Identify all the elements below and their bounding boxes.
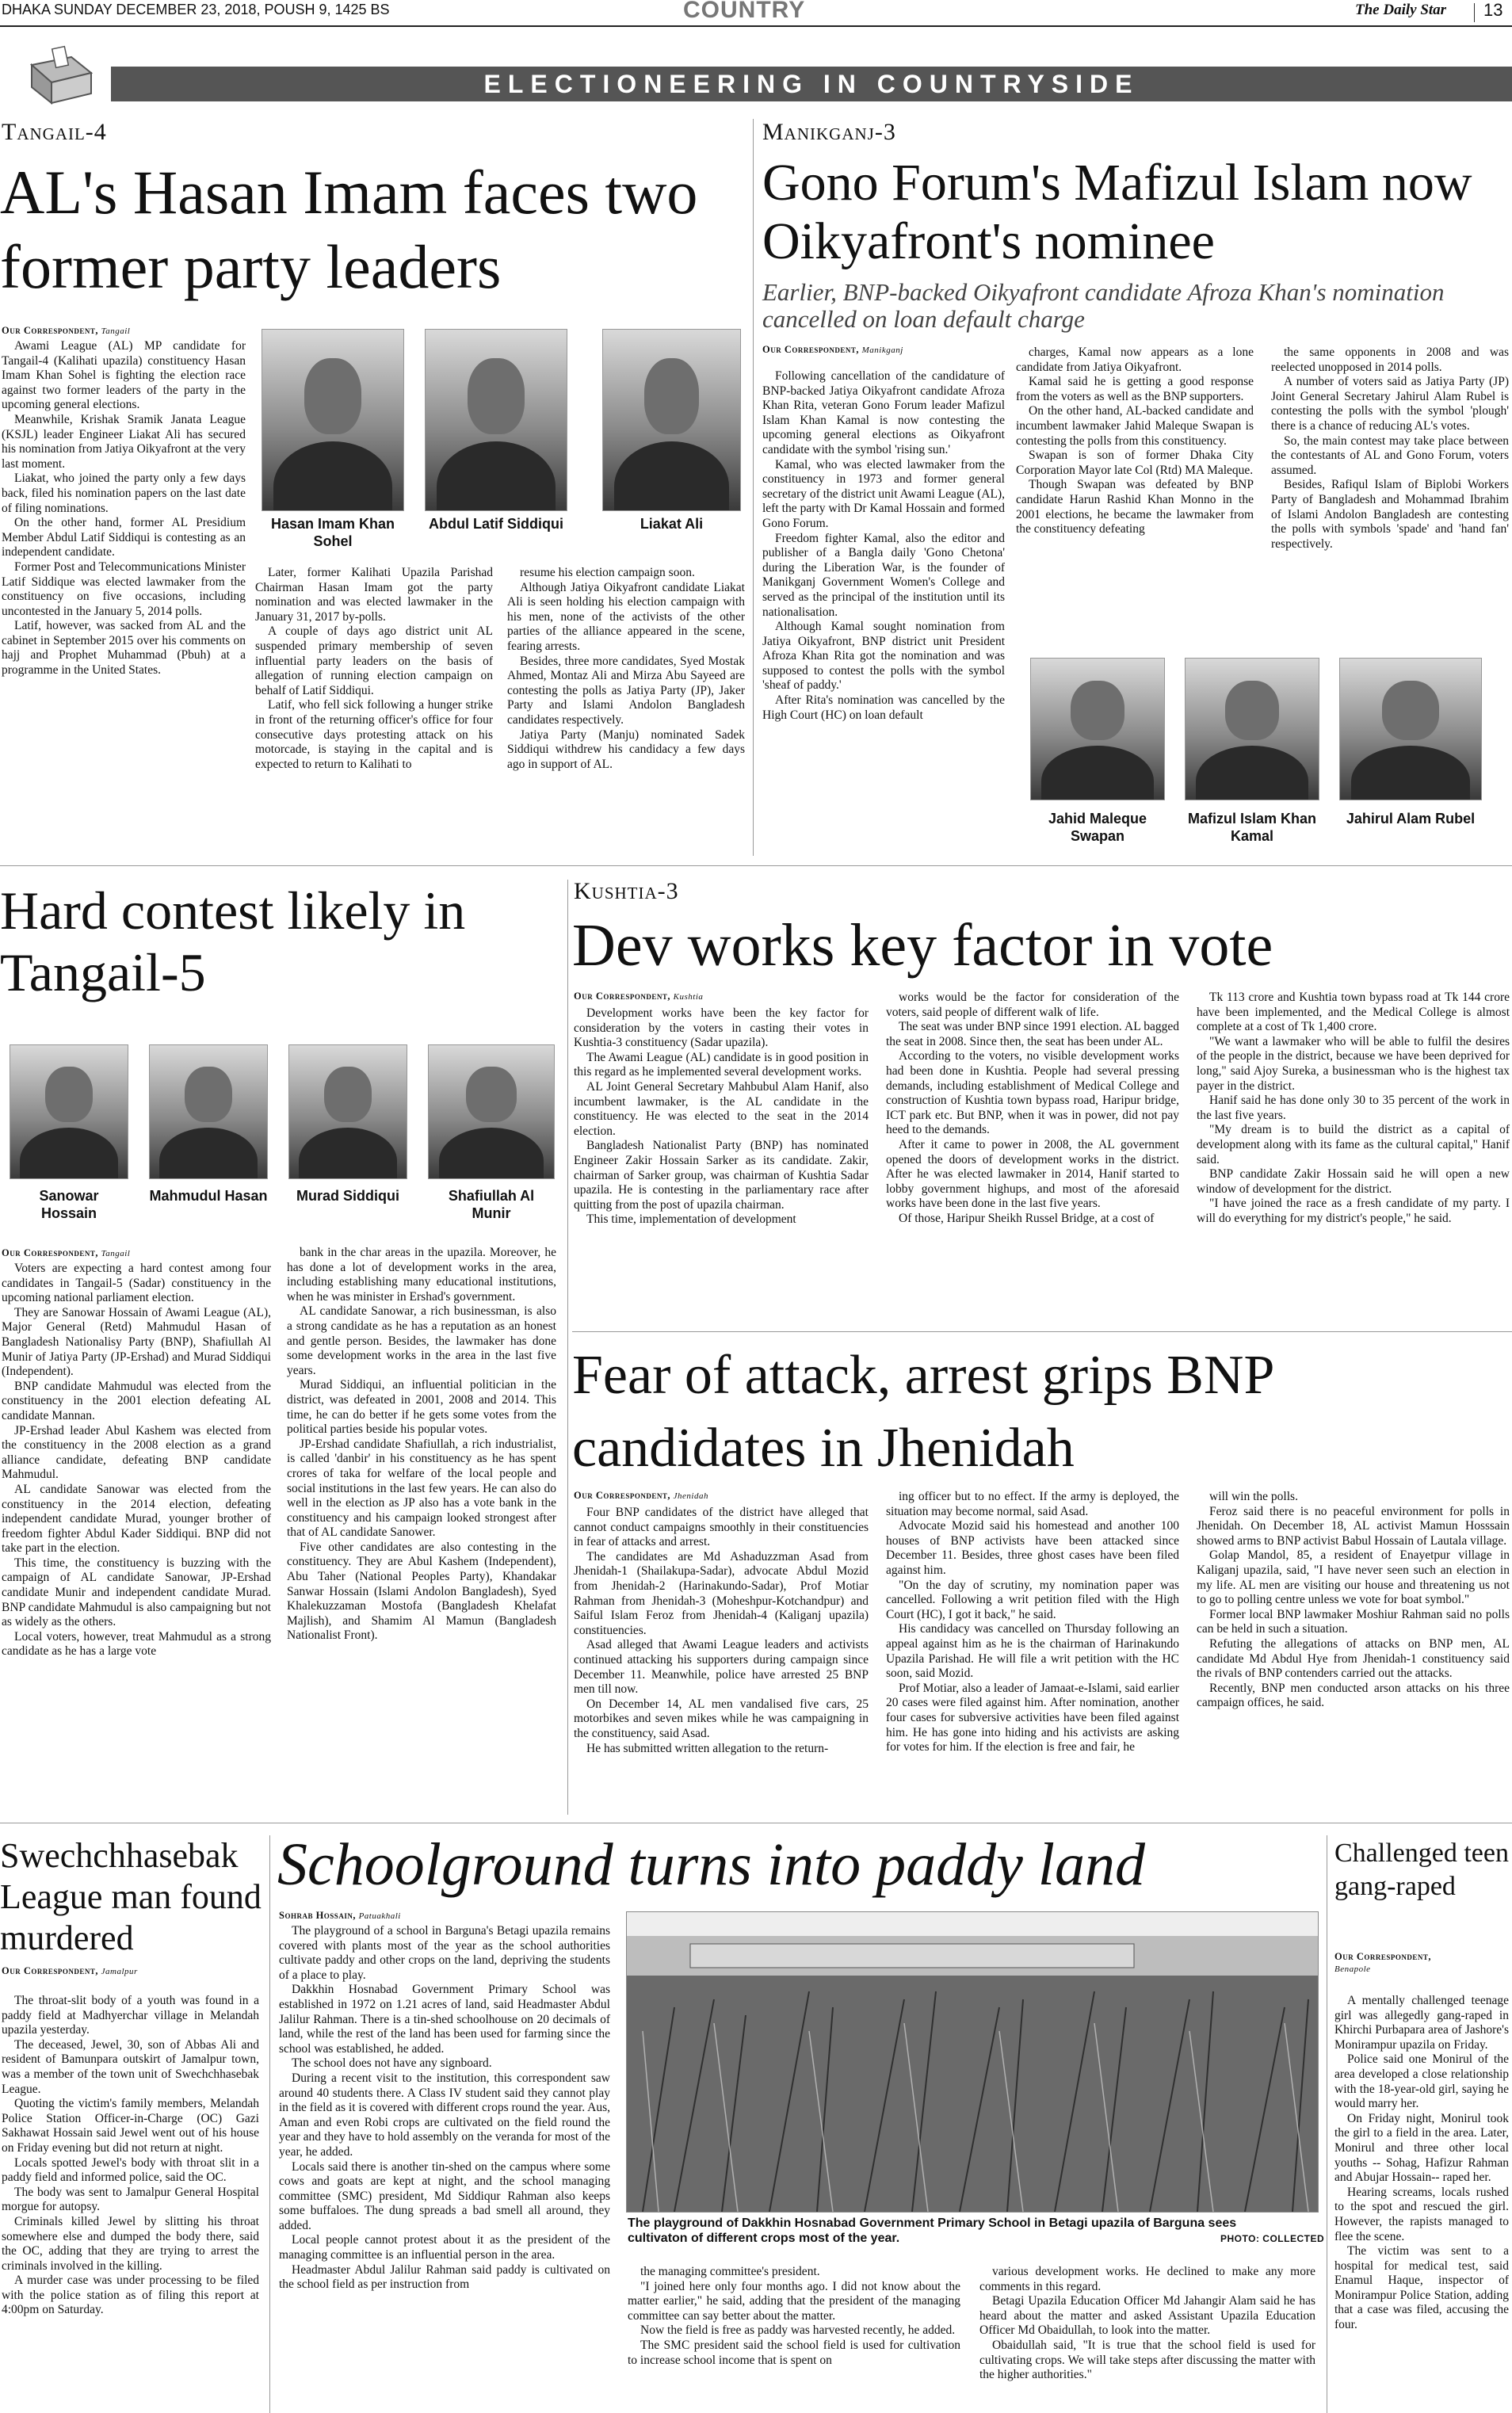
paragraph: charges, Kamal now appears as a lone candidate from Jatiya Oikyafront. xyxy=(1016,346,1254,374)
paragraph: Criminals killed Jewel by slitting his throat somewhere else and dumped the body there, said the OC, adding that they are trying to arrest the criminals involved in the killing. xyxy=(2,2214,259,2273)
paragraph: "I have joined the race as a fresh candidate of my party. I will do everything for my district's people," he said. xyxy=(1197,1197,1510,1225)
story4-headline: Dev works key factor in vote xyxy=(572,912,1273,979)
paragraph: "I joined here only four months ago. I did not know about the matter earlier," he said, adding that the president of the managing committee can say better about the matter. xyxy=(628,2279,960,2323)
paragraph: Advocate Mozid said his homestead and another 100 houses of BNP activists have been attacked since December 11. Besides, three ghost cases have been filed against him. xyxy=(886,1519,1179,1577)
section-rule-2 xyxy=(572,1331,1512,1332)
paragraph: Dakkhin Hosnabad Government Primary School was established in 1972 on 1.21 acres of land, said Headmaster Abdul Jalilur Rahman. There is a tin-shed schoolhouse on 20 decimals of land, while the rest of the land has been used for farming since the school was established, he added. xyxy=(279,1983,610,2056)
story5-col1 xyxy=(574,1506,869,1756)
story3-headline: Hard contest likely in Tangail-5 xyxy=(0,880,466,1002)
paragraph: AL Joint General Secretary Mahbubul Alam Hanif, also incumbent lawmaker, is the AL candidate in the constituency. He was elected to the seat in the 2014 election. xyxy=(574,1079,869,1138)
paragraph: On the other hand, former AL Presidium Member Abdul Latif Siddiqui is contesting as an independent candidate. xyxy=(2,516,246,559)
story3-photo-3 xyxy=(288,1044,407,1179)
paragraph: The Awami League (AL) candidate is in good position in this regard as he implemented several development works. xyxy=(574,1050,869,1079)
paragraph: The seat was under BNP since 1991 election. AL bagged the seat in 2008. Since then, the seat has been under AL. xyxy=(886,1020,1179,1048)
column-rule-1 xyxy=(753,119,754,856)
story3-photo-1 xyxy=(10,1044,128,1179)
column-rule-3 xyxy=(269,1835,270,2413)
paragraph: various development works. He declined to make any more comments in this regard. xyxy=(979,2265,1315,2293)
paragraph: BNP candidate Mahmudul was elected from the constituency in the 2001 election defeating AL candidate Mannan. xyxy=(2,1379,271,1422)
paragraph: Five other candidates are also contesting in the constituency. They are Abul Kashem (Independent), Abu Taher (National Peoples Party), Khandakar Sanwar Hossain (Islami Andolon Bangladesh), Syed Khalekuzzaman Mostofa (Bangladesh Khelafat Majlish), and Shamim Al Mamun (Bangladesh Nationalist Front). xyxy=(287,1540,556,1643)
paragraph: Although Jatiya Oikyafront candidate Liakat Ali is seen holding his election campaign with his men, none of the activists of the other parties of the alliance appeared in the scene, fearing arrests. xyxy=(507,580,745,653)
paragraph: Former local BNP lawmaker Moshiur Rahman said no polls can be held in such a situation. xyxy=(1197,1607,1510,1636)
paragraph: AL candidate Sanowar, a rich businessman, is also a strong candidate as he has a reputation as an honest and gentle person. Besides, the lawmaker has done some development works in the area in the last five years. xyxy=(287,1304,556,1377)
paragraph: On Friday night, Monirul took the girl to a field in the area. Later, Monirul and three other local youths -- Sohag, Hafizur Rahman and Abujar Hossain-- raped her. xyxy=(1334,2111,1509,2185)
paragraph: Liakat, who joined the party only a few days back, filed his nomination papers on the last date of filing nominations. xyxy=(2,472,246,515)
paragraph: Golap Mandol, 85, a resident of Enayetpur village in Kaliganj upazila, said, "I have never seen such an election in my life. AL men are visiting our house and threatening us not to go to polling centre unless we vote for boat symbol." xyxy=(1197,1548,1510,1607)
story2-byline: Our Correspondent, Manikganj xyxy=(762,344,903,355)
paragraph: JP-Ershad candidate Shafiullah, a rich industrialist, is called 'danbir' in his constituency as he has spent crores of taka for welfare of the local people and social institutions in the last few years. He can also do well in the election as JP also has a vote bank in the constituency and his campaign looked strongest after that of AL candidate Sanower. xyxy=(287,1437,556,1540)
story2-col1 xyxy=(762,369,1005,723)
story7-col2 xyxy=(628,2265,960,2368)
paragraph: Swapan is son of former Dhaka City Corporation Mayor late Col (Rtd) MA Maleque. xyxy=(1016,449,1254,477)
paragraph: Later, former Kalihati Upazila Parishad Chairman Hasan Imam got the party nomination and was elected lawmaker in the January 31, 2017 by-polls. xyxy=(255,566,493,624)
paragraph: The SMC president said the school field is used for cultivation to increase school income that is spent on xyxy=(628,2338,960,2367)
story1-caption-1: Hasan Imam Khan Sohel xyxy=(270,516,395,549)
story2-caption-1: Jahid Maleque Swapan xyxy=(1048,811,1147,844)
paragraph: Freedom fighter Kamal, also the editor and publisher of a Bangla daily 'Gono Chetona' during the Liberation War, is the founder of Manikganj Government Women's College and served as the principal of the institution until its nationalisation. xyxy=(762,531,1005,619)
paragraph: They are Sanowar Hossain of Awami League (AL), Major General (Retd) Mahmudul Hasan of Bangladesh Nationalisy Party (BNP), Shafiullah Al Munir of Jatiya Party (JP-Ershad) and Murad Siddiqui (Independent). xyxy=(2,1305,271,1379)
story8-col1 xyxy=(1334,1994,1509,2333)
story3-col2 xyxy=(287,1246,556,1644)
story4-col2 xyxy=(886,991,1179,1227)
story7-col3 xyxy=(979,2265,1315,2383)
story4-byline: Our Correspondent, Kushtia xyxy=(574,991,704,1002)
paragraph: His candidacy was cancelled on Thursday following an appeal against him as he is the chairman of Harinakundo Upazila Parishad. He will file a writ petition with the HC soon, said Mozid. xyxy=(886,1622,1179,1681)
paragraph: Tk 113 crore and Kushtia town bypass road at Tk 144 crore have been implemented, and the Medical College is almost complete at a cost of Tk 1,400 crore. xyxy=(1197,991,1510,1034)
paragraph: On the other hand, AL-backed candidate and incumbent lawmaker Jahid Maleque Swapan is contesting the polls from this constituency. xyxy=(1016,404,1254,448)
paragraph: Headmaster Abdul Jalilur Rahman said paddy is cultivated on the school field as per instruction from xyxy=(279,2262,610,2292)
paragraph: The victim was sent to a hospital for medical test, said Enamul Haque, inspector of Monirampur Police Station, adding that a case was filed, accusing the four. xyxy=(1334,2244,1509,2332)
paragraph: A murder case was under processing to be filed with the police station as of filing this report at 4:00pm on Saturday. xyxy=(2,2274,259,2317)
story7-col1 xyxy=(279,1924,610,2293)
paragraph: During a recent visit to the institution, this correspondent saw around 40 students there. A Class IV student said they cannot play in the field as it is covered with different crops round the year. Aus, Aman and even Robi crops are cultivated on the field round the year and they have to hold assembly on the veranda for most of the year, he added. xyxy=(279,2071,610,2159)
paper-logo: The Daily Star xyxy=(1355,2,1447,18)
story4-col1 xyxy=(574,1006,869,1227)
paragraph: Asad alleged that Awami League leaders and activists continued attacking his supporters during campaign since December 11. Meanwhile, police have arrested 25 BNP men till now. xyxy=(574,1638,869,1697)
paragraph: This time, implementation of development xyxy=(586,1212,796,1227)
paragraph: According to the voters, no visible development works had been done in Kushtia. People had several pressing demands, including establishment of Medical College and construction of Kushtia town bypass road, Haripur bridge, ICT park etc. But BNP, when it was in power, did not pay heed to the demands. xyxy=(886,1049,1179,1137)
paragraph: ing officer but to no effect. If the army is deployed, the situation may become normal, said Asad. xyxy=(886,1490,1179,1518)
story6-byline: Our Correspondent, Jamalpur xyxy=(2,1965,138,1976)
paragraph: After it came to power in 2008, the AL government opened the doors of development works in the district. After he was elected lawmaker in 2014, Hanif started to lobby government highups, and most of the aforesaid works have been done in the last five years. xyxy=(886,1137,1179,1211)
story3-byline: Our Correspondent, Tangail xyxy=(2,1247,131,1258)
story7-headline: Schoolground turns into paddy land xyxy=(277,1831,1145,1898)
story7-byline: Sohrab Hossain, Patuakhali xyxy=(279,1910,401,1921)
story5-headline: Fear of attack, arrest grips BNP candidates in Jhenidah xyxy=(572,1345,1273,1479)
story2-kicker: Manikganj-3 xyxy=(762,119,896,145)
story2-photo-1 xyxy=(1030,658,1165,800)
paragraph: Hearing screams, locals rushed to the spot and rescued the girl. However, the rapists managed to flee the scene. xyxy=(1334,2185,1509,2243)
story1-col1 xyxy=(2,339,246,678)
paragraph: Kamal, who was elected lawmaker from the constituency in 1973 and former general secretary of the district unit Awami League (AL), left the party with Dr Kamal Hossain and formed Gono Forum. xyxy=(762,457,1005,530)
paragraph: works would be the factor for consideration of the voters, said people of different walk of life. xyxy=(886,991,1179,1019)
paragraph: Awami League (AL) MP candidate for Tangail-4 (Kalihati upazila) constituency Hasan Imam Khan Sohel is fighting the election race against two former leaders of the party in the upcoming general elections. xyxy=(2,339,246,412)
paragraph: So, the main contest may take place between the contestants of AL and Gono Forum, voters assumed. xyxy=(1271,433,1509,477)
story1-byline: Our Correspondent, Tangail xyxy=(2,325,131,336)
paragraph: Locals said there is another tin-shed on the campus where some cows and goats are kept at night, and the school managing committee (SMC) president, Md Siddiqur Rahman also keeps some buffaloes. The dung spreads a bad smell all around, they added. xyxy=(279,2159,610,2232)
paragraph: Police said one Monirul of the area developed a close relationship with the 18-year-old girl, saying he would marry her. xyxy=(1334,2052,1509,2111)
dateline: DHAKA SUNDAY DECEMBER 23, 2018, POUSH 9, 1425 BS xyxy=(2,2,390,17)
paragraph: A couple of days ago district unit AL suspended primary membership of seven influential party leaders on the basis of allegation of running election campaign on behalf of Latif Siddiqui. xyxy=(255,624,493,697)
story6-col1 xyxy=(2,1994,259,2318)
paragraph: Although Kamal sought nomination from Jatiya Oikyafront, BNP district unit President Afroza Khan Rita got the nomination and was supposed to contest the polls with the symbol 'sheaf of paddy.' xyxy=(762,620,1005,693)
paragraph: Betagi Upazila Education Officer Md Jahangir Alam said he has heard about the matter and asked Assistant Upazila Education Officer Md Obaidullah, to look into the matter. xyxy=(979,2294,1315,2338)
paragraph: will win the polls. xyxy=(1209,1490,1298,1503)
paragraph: The throat-slit body of a youth was found in a paddy field at Madhyerchar village in Melandah upazila yesterday. xyxy=(2,1994,259,2037)
story7-photo-credit: PHOTO: COLLECTED xyxy=(1220,2233,1325,2244)
story3-caption-3: Murad Siddiqui xyxy=(296,1188,399,1204)
paragraph: Kamal said he is getting a good response from the voters as well as the BNP supporters. xyxy=(1016,375,1254,403)
paragraph: Of those, Haripur Sheikh Russel Bridge, at a cost of xyxy=(899,1211,1155,1225)
section-rule-1 xyxy=(0,865,1512,866)
paragraph: He has submitted written allegation to the return- xyxy=(586,1741,829,1755)
paragraph: The candidates are Md Ashaduzzman Asad from Jhenidah-1 (Shailakupa-Sadar), advocate Abdul Mozid from Jhenidah-2 (Harinakundo-Sadar), Prof Motiar Rahman from Jhenidah-3 (Moheshpur-Kotchandpur) and Saiful Islam Feroz from Jhenidah-4 (Kaliganj upazila) constituencies. xyxy=(574,1549,869,1637)
paragraph: Former Post and Telecommunications Minister Latif Siddique was elected lawmaker from the constituency on five occasions, including uncontested in the January 5, 2014 polls. xyxy=(2,559,246,618)
paragraph: On December 14, AL men vandalised five cars, 25 motorbikes and seven mikes while he was campaigning in the constituency, said Asad. xyxy=(574,1697,869,1740)
page-number: 13 xyxy=(1483,0,1503,20)
story8-headline: Challenged teen gang-raped xyxy=(1334,1838,1509,1901)
paragraph: Feroz said there is no peaceful environment for polls in Jhenidah. On December 18, AL activist Mamun Hosssain showed arms to BNP activist Babul Hossain of Lautala village. xyxy=(1197,1504,1510,1548)
story2-col2 xyxy=(1016,346,1254,537)
paragraph: bank in the char areas in the upazila. Moreover, he has done a lot of development works in the area, including establishing many educational institutions, when he was minister in Ershad's government. xyxy=(287,1246,556,1304)
paragraph: After Rita's nomination was cancelled by the High Court (HC) on loan default xyxy=(762,693,1005,722)
paragraph: Local voters, however, treat Mahmudul as a strong candidate as he has a large vote xyxy=(2,1629,271,1659)
story5-byline: Our Correspondent, Jhenidah xyxy=(574,1490,708,1501)
paragraph: Obaidullah said, "It is true that the school field is used for cultivating crops. We will take steps after discussing the matter with the higher authorities." xyxy=(979,2338,1315,2382)
story3-caption-2: Mahmudul Hasan xyxy=(149,1188,268,1204)
story2-subhead: Earlier, BNP-backed Oikyafront candidate Afroza Khan's nomination cancelled on loan default charge xyxy=(762,278,1445,333)
paragraph: Now the field is free as paddy was harvested recently, he added. xyxy=(640,2323,956,2338)
story3-col1 xyxy=(2,1262,271,1659)
story2-col3 xyxy=(1271,346,1509,552)
paragraph: Local people cannot protest about it as the president of the managing committee is an influential person in the area. xyxy=(279,2233,610,2262)
story1-kicker: Tangail-4 xyxy=(2,119,107,145)
story2-caption-2: Mafizul Islam Khan Kamal xyxy=(1187,811,1317,844)
story3-caption-1: Sanowar Hossain xyxy=(39,1188,99,1221)
paragraph: Following cancellation of the candidature of BNP-backed Jatiya Oikyafront candidate Afroza Khan Rita, veteran Gono Forum leader Mafizul Islam Khan Kamal is now contesting the upcoming general elections as Oikyafront candidate with the symbol 'rising sun.' xyxy=(762,369,1005,456)
paragraph: "We want a lawmaker who will be able to fulfil the desires of the people in the district, because we have been deprived for long," said Ajoy Sureka, a businessman who is the highest tax payer in the district. xyxy=(1197,1034,1510,1093)
paragraph: Jatiya Party (Manju) nominated Sadek Siddiqui withdrew his candidacy a few days ago in support of AL. xyxy=(507,727,745,771)
paragraph: Quoting the victim's family members, Melandah Police Station Officer-in-Charge (OC) Gazi Sakhawat Hossain said Jewel went out of his house on Friday evening but did not return at night. xyxy=(2,2097,259,2155)
paragraph: Prof Motiar, also a leader of Jamaat-e-Islami, said earlier 20 cases were filed against him. After nomination, another four cases for subversive activities have been filed against him. He has gone into hiding and his activists are asking for votes for him. If the election is free and fair, he xyxy=(886,1681,1179,1754)
paragraph: The playground of a school in Barguna's Betagi upazila remains covered with plants most of the year as the school authorities cultivate paddy and other crops on the land, depriving the students of a place to play. xyxy=(279,1924,610,1982)
story1-photo-1 xyxy=(262,329,404,511)
story3-caption-4: Shafiullah Al Munir xyxy=(448,1188,535,1221)
masthead-rule xyxy=(0,25,1512,27)
paragraph: The school does not have any signboard. xyxy=(292,2056,492,2071)
paragraph: Hanif said he has done only 30 to 35 percent of the work in the last five years. xyxy=(1197,1094,1510,1122)
paragraph: Development works have been the key factor for consideration by the voters in casting their votes in Kushtia-3 constituency (Sadar upazila). xyxy=(574,1006,869,1050)
paragraph: the same opponents in 2008 and was reelected unopposed in 2014 polls. xyxy=(1271,346,1509,374)
paragraph: The body was sent to Jamalpur General Hospital morgue for autopsy. xyxy=(2,2185,259,2214)
story8-byline: Our Correspondent, Benapole xyxy=(1334,1951,1432,1974)
paragraph: Latif, however, was sacked from AL and the cabinet in September 2015 over his comments on hajj and Prophet Muhammad (Pbuh) at a programme in the United States. xyxy=(2,619,246,678)
story1-caption-2: Abdul Latif Siddiqui xyxy=(429,516,563,532)
story4-kicker: Kushtia-3 xyxy=(574,878,679,904)
story1-col3 xyxy=(507,566,745,772)
story2-photo-3 xyxy=(1339,658,1482,800)
story5-col2 xyxy=(886,1490,1179,1755)
paragraph: Four BNP candidates of the district have alleged that cannot conduct campaigns smoothly in their constituencies in fear of attacks and arrest. xyxy=(574,1506,869,1549)
paragraph: Murad Siddiqui, an influential politician in the district, was defeated in 2001, 2008 and 2014. This time, he can do better if he gets some votes from the political parties beside his popular votes. xyxy=(287,1378,556,1437)
story3-photo-2 xyxy=(149,1044,268,1179)
paragraph: A mentally challenged teenage girl was allegedly gang-raped in Khirchi Purbapara area of Jashore's Monirampur upazila on Friday. xyxy=(1334,1994,1509,2052)
paragraph: JP-Ershad leader Abul Kashem was elected from the constituency in the 2008 election as a grand alliance candidate, defeating BNP candidate Mahmudul. xyxy=(2,1423,271,1482)
story1-headline: AL's Hasan Imam faces two former party leaders xyxy=(0,158,698,301)
story5-col3 xyxy=(1197,1490,1510,1711)
masthead-divider xyxy=(1474,3,1475,22)
section-banner: ELECTIONEERING IN COUNTRYSIDE xyxy=(111,67,1512,101)
paragraph: A number of voters said as Jatiya Party (JP) Joint General Secretary Jahirul Alam Rubel is contesting the polls with the symbol 'plough' there is a chance of reducing AL's votes. xyxy=(1271,375,1509,433)
story1-caption-3: Liakat Ali xyxy=(640,516,704,532)
paragraph: Besides, Rafiqul Islam of Biplobi Workers Party of Bangladesh and Mohammad Ibrahim of Islami Andolon Bangladesh are contesting the polls with symbols 'spade' and 'hand fan' respectively. xyxy=(1271,478,1509,551)
story2-caption-3: Jahirul Alam Rubel xyxy=(1346,811,1476,827)
story2-photo-2 xyxy=(1185,658,1319,800)
story7-photo xyxy=(626,1911,1319,2213)
story1-photo-2 xyxy=(425,329,567,511)
paragraph: Recently, BNP men conducted arson attacks on his three campaign offices, he said. xyxy=(1197,1681,1510,1710)
paragraph: BNP candidate Zakir Hossain said he will open a new window of development for the district. xyxy=(1197,1167,1510,1196)
column-rule-2 xyxy=(567,880,568,1815)
story7-photo-caption: The playground of Dakkhin Hosnabad Government Primary School in Betagi upazila of Barguna sees cultivaton of different crops most of the year. xyxy=(628,2216,1237,2245)
paragraph: Though Swapan was defeated by BNP candidate Harun Rashid Khan Monno in the 2001 elections, he became the lawmaker from the constituency defeating xyxy=(1016,478,1254,536)
paragraph: Refuting the allegations of attacks on BNP men, AL candidate Md Abdul Hye from Jhenidah-1 constituency said the rivals of BNP contenders carried out the attacks. xyxy=(1197,1636,1510,1681)
paragraph: Meanwhile, Krishak Sramik Janata League (KSJL) leader Engineer Liakat Ali has secured his nomination from Jatiya Oikyafront at the very last moment. xyxy=(2,412,246,471)
paragraph: Latif, who fell sick following a hunger strike in front of the returning officer's office for four consecutive days protesting attack on his motorcade, is staying in the capital and is expected to return to Kalihati to xyxy=(255,698,493,771)
story1-photo-3 xyxy=(602,329,741,511)
story6-headline: Swechchhasebak League man found murdered xyxy=(0,1836,262,1957)
paragraph: This time, the constituency is buzzing with the campaign of AL candidate Sanowar, JP-Ershad candidate Munir and independent candidate Murad. BNP candidate Mahmudul is also campaigning but not as widely as the others. xyxy=(2,1556,271,1629)
paragraph: Bangladesh Nationalist Party (BNP) has nominated Engineer Zakir Hossain Sarker as its candidate. Zakir, chairman of Sarker group, was chairman of Kushtia Sadar upazila. He is contesting in the parliamentary race after quitting from the post of upazila chairman. xyxy=(574,1139,869,1212)
paragraph: resume his election campaign soon. xyxy=(520,566,695,579)
paragraph: "My dream is to build the district as a capital of development along with its fame as the cultural capital," Hanif said. xyxy=(1197,1123,1510,1166)
story1-col2 xyxy=(255,566,493,772)
paragraph: Locals spotted Jewel's body with throat slit in a paddy field and informed police, said the OC. xyxy=(2,2155,259,2185)
paragraph: the managing committee's president. xyxy=(640,2265,820,2278)
paragraph: Voters are expecting a hard contest among four candidates in Tangail-5 (Sadar) constituency in the upcoming national parliament election. xyxy=(2,1262,271,1305)
section-name: COUNTRY xyxy=(683,0,806,23)
paragraph: The deceased, Jewel, 30, son of Abbas Ali and resident of Bamunpara outskirt of Jamalpur town, was a member of the town unit of Swechchhasebak League. xyxy=(2,2037,259,2096)
story3-photo-4 xyxy=(428,1044,555,1179)
ballot-box-icon xyxy=(24,41,95,105)
story4-col3 xyxy=(1197,991,1510,1227)
paragraph: Besides, three more candidates, Syed Mostak Ahmed, Montaz Ali and Mirza Abu Sayeed are contesting the polls as Jatiya Party (JP), Jaker Party and Islami Andolon Bangladesh candidates respectively. xyxy=(507,654,745,727)
paragraph: "On the day of scrutiny, my nomination paper was cancelled. Following a writ petition filed with the High Court (HC), I got it back," he said. xyxy=(886,1578,1179,1621)
paragraph: AL candidate Sanowar was elected from the constituency in the 2014 election, defeating independent candidate Murad, younger brother of freedom fighter Abdul Kader Siddiqui. BNP did not take part in the election. xyxy=(2,1482,271,1556)
story2-headline: Gono Forum's Mafizul Islam now Oikyafront's nominee xyxy=(762,154,1472,270)
